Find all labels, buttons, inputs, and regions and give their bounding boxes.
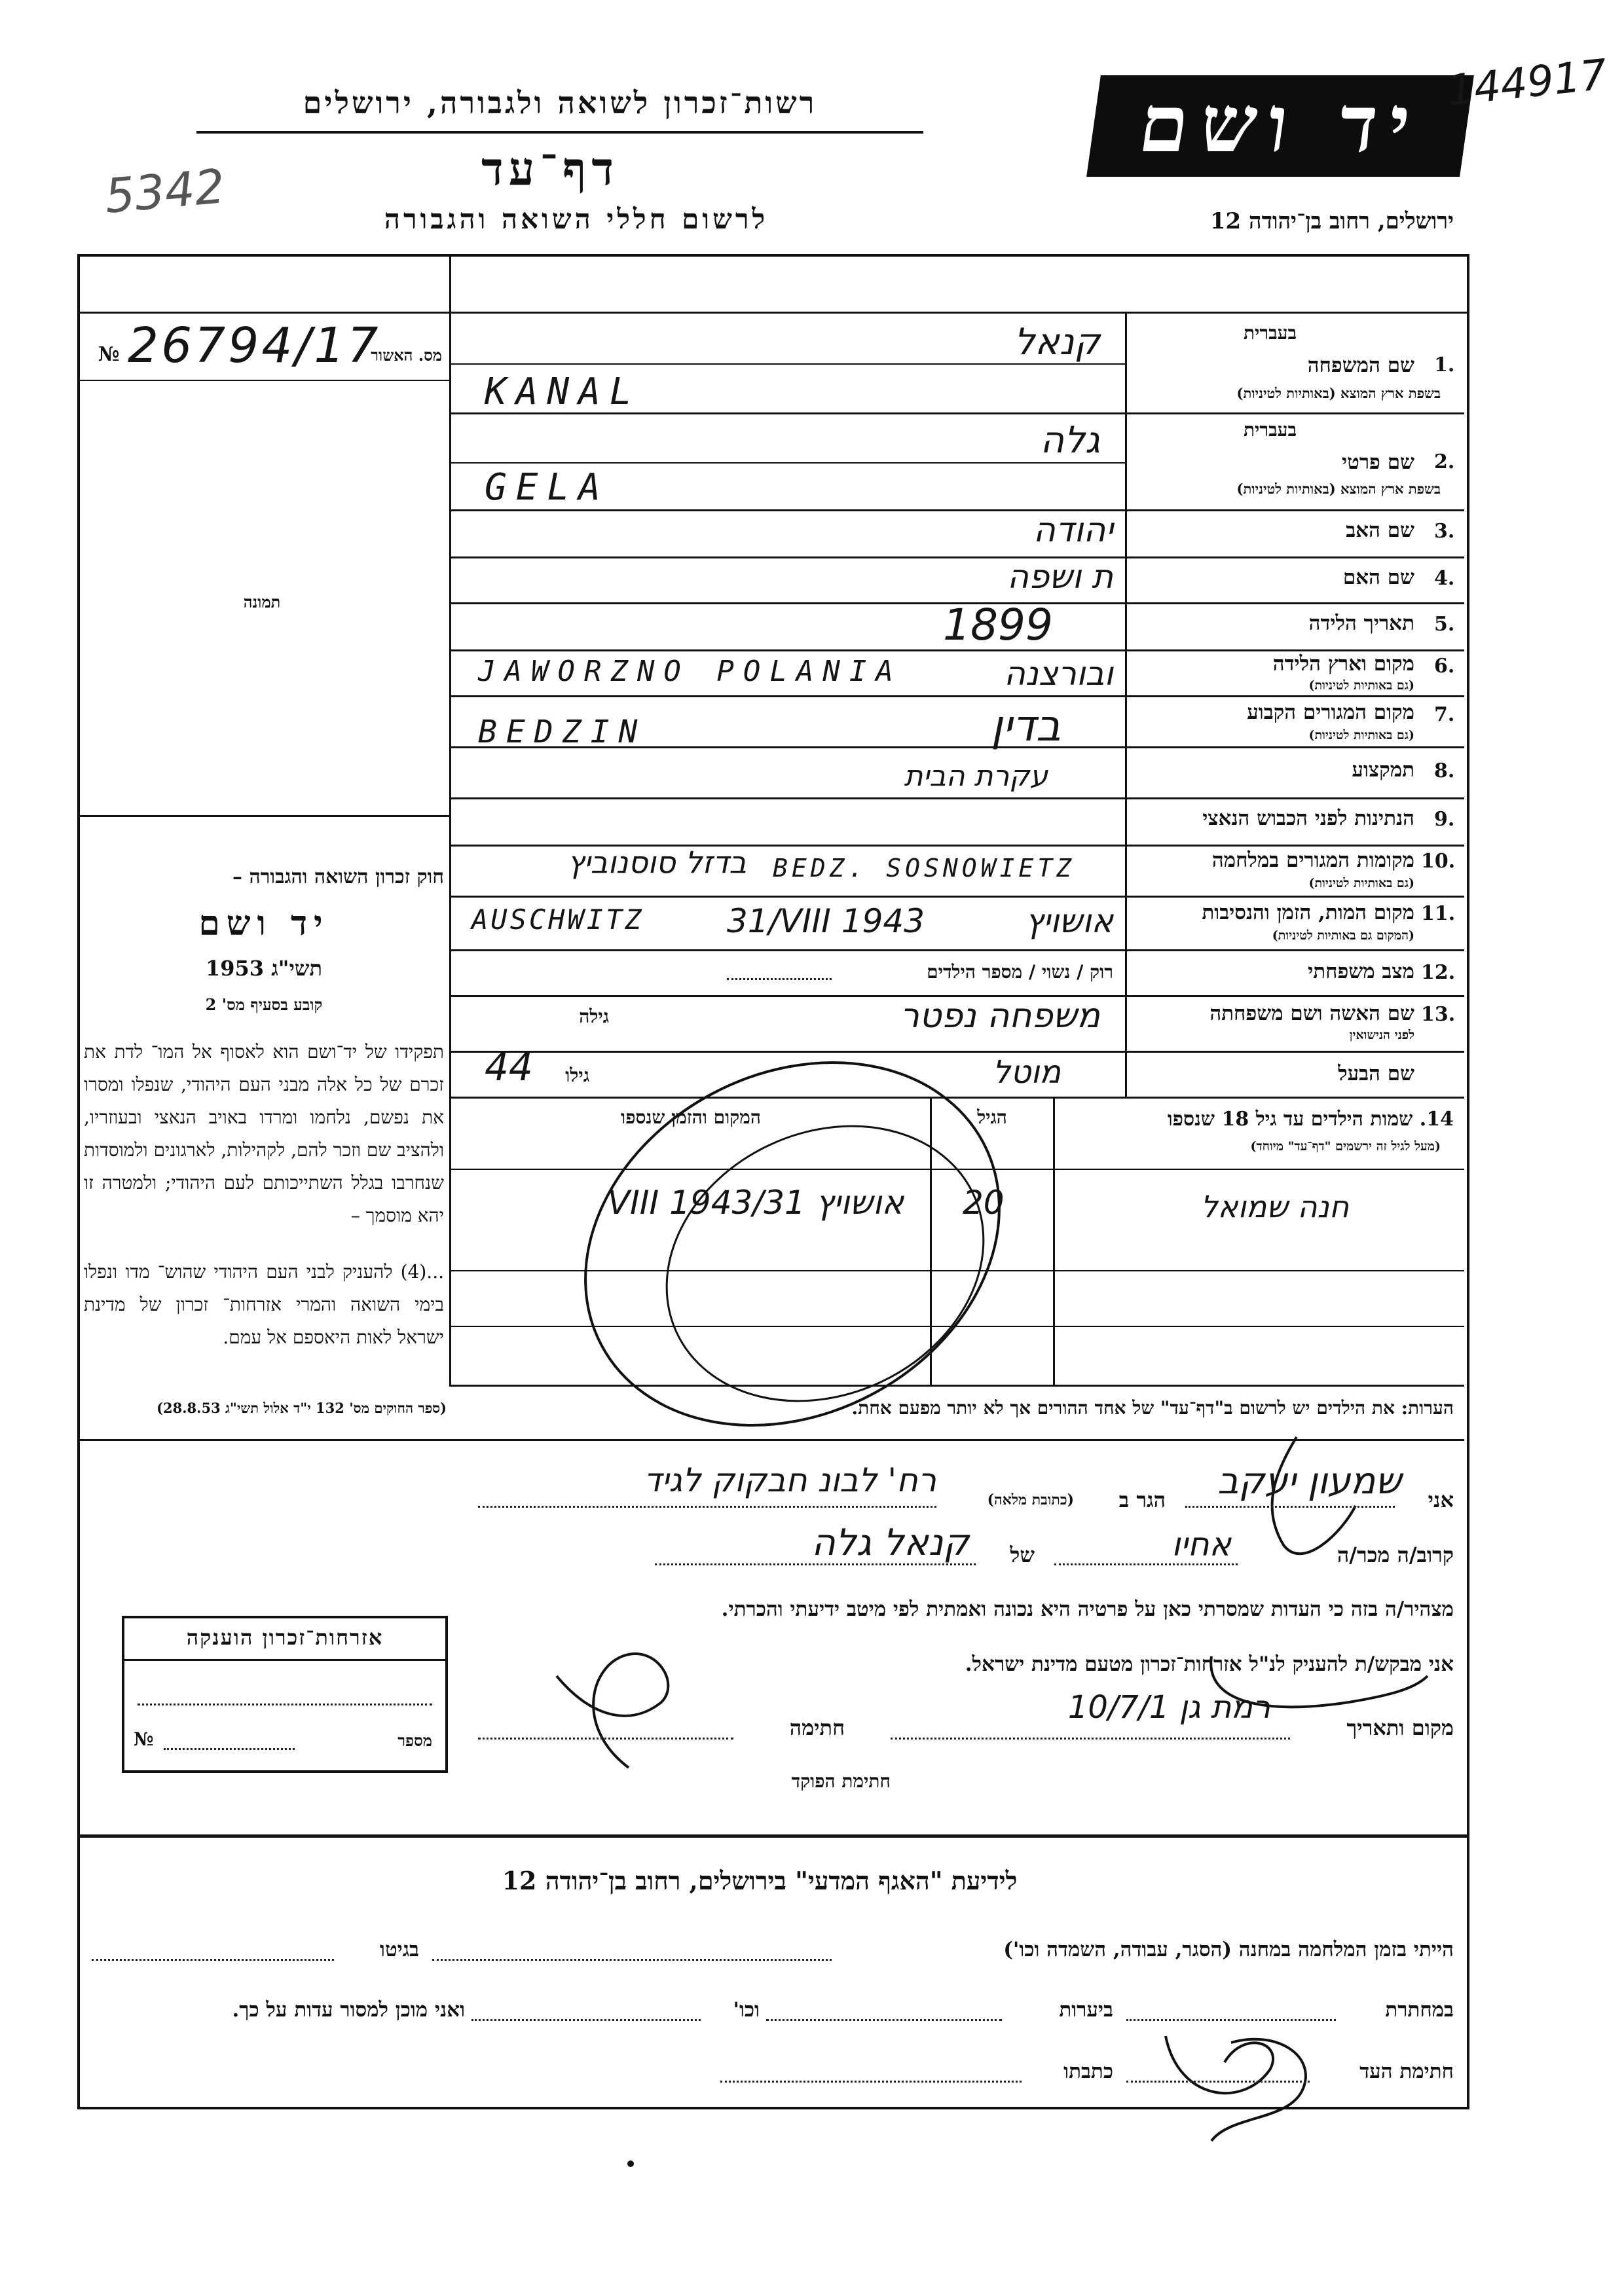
field-husband-age-value[interactable]: 44: [485, 1045, 533, 1089]
field-husband-age-label: גילו: [565, 1065, 589, 1086]
law-clause: קובע בסעיף מס' 2: [205, 995, 323, 1014]
info-address-label: כתבתו: [1063, 2060, 1113, 2083]
child-1-place[interactable]: אושויץ 31/VIII 1943: [607, 1184, 904, 1222]
citizenship-box-title: אזרחות־זכרון הוענקה: [186, 1625, 384, 1650]
field-1-label: שם המשפחה: [1307, 354, 1414, 377]
field-1-sub: בשפת ארץ המוצא (באותיות לטיניות): [1236, 385, 1441, 401]
declarant-name[interactable]: שמעון יעקב: [1217, 1460, 1401, 1503]
declaration-request: אני מבקש/ת להעניק לנ"ל אזרחות־זכרון מטעם מדינת ישראל.: [965, 1652, 1454, 1676]
officer-signature-label: חתימת הפוקד: [791, 1770, 891, 1792]
info-willing-text: ואני מוכן למסור עדות על כך.: [232, 1998, 465, 2022]
field-1-hebrew-tag: בעברית: [1243, 322, 1297, 344]
field-9-label: הנתינות לפני הכבוש הנאצי: [1202, 807, 1414, 830]
field-11-hebrew-value[interactable]: אושויץ: [1025, 902, 1113, 940]
ellipse-pen-mark-shape: [522, 993, 1063, 1496]
field-1-number: 1.: [1434, 354, 1455, 376]
form-title: דף־עד: [481, 141, 619, 196]
field-7-number: 7.: [1434, 703, 1455, 726]
info-etc-label: וכו': [733, 1998, 760, 2022]
field-1-latin-value[interactable]: KANAL: [485, 371, 641, 413]
declarant-address[interactable]: רח' לבונ חבקוק לגיד: [644, 1461, 936, 1499]
field-6-sub: (גם באותיות לטיניות): [1308, 678, 1414, 693]
declaration-lives-in: הגר ב: [1118, 1487, 1166, 1512]
info-title: לידיעת "האגף המדעי" בירושלים, רחוב בן־יהודה 12: [502, 1866, 1018, 1895]
field-6-label: מקום וארץ הלידה: [1272, 652, 1414, 676]
field-11-sub: (המקום גם באותיות לטיניות): [1272, 928, 1414, 943]
field-11-place-value[interactable]: AUSCHWITZ: [471, 903, 644, 936]
field-4-value[interactable]: ת ושפה: [1007, 558, 1113, 596]
declaration-relation-label: קרוב/ה מכר/ה: [1337, 1542, 1454, 1567]
photo-label: תמונה: [243, 592, 281, 611]
handwritten-file-number: 5342: [102, 158, 227, 224]
children-col-age: הגיל: [977, 1106, 1007, 1128]
field-9-number: 9.: [1434, 808, 1455, 831]
field-8-label: תמקצוע: [1352, 758, 1414, 782]
field-13-label: שם האשה ושם משפחתה: [1209, 1002, 1414, 1025]
field-5-value[interactable]: 1899: [943, 600, 1053, 650]
declaration-of-label: של: [1010, 1542, 1035, 1567]
children-sub: (מעל לגיל זה ירשמים "דף־עד" מיוחד): [1250, 1139, 1441, 1154]
field-7-hebrew-value[interactable]: בדין: [991, 701, 1061, 751]
info-camp-line: הייתי בזמן המלחמה במחנה (הסגר, עבודה, השמדה וכו'): [1003, 1938, 1454, 1961]
field-3-number: 3.: [1434, 520, 1455, 543]
field-2-hebrew-tag: בעברית: [1243, 419, 1297, 441]
child-1-age[interactable]: 20: [963, 1184, 1005, 1222]
field-3-label: שם האב: [1346, 519, 1414, 542]
field-4-number: 4.: [1434, 567, 1455, 590]
field-12-options: רוק / נשוי / מספר הילדים: [927, 961, 1113, 983]
approval-number: 26794/17: [128, 318, 381, 374]
remark-text: הערות: את הילדים יש לרשום ב"דף־עד" של אחד ההורים אך לא יותר מפעם אחת.: [851, 1397, 1454, 1419]
info-underground-label: במחתרת: [1385, 1998, 1454, 2022]
children-label: 14. שמות הילדים עד גיל 18 שנספו: [1167, 1108, 1454, 1131]
field-8-value[interactable]: עקרת הבית: [904, 759, 1048, 793]
header-address: ירושלים, רחוב בן־יהודה 12: [1209, 208, 1454, 234]
field-2-hebrew-value[interactable]: גלה: [1040, 419, 1100, 462]
info-forests-label: ביערות: [1059, 1998, 1113, 2022]
law-body-2: ...(4) להעניק לבני העם היהודי שהוש־ מדו ונפלו בימי השואה והמרי אזרחות־ זכרון של מדינת ישראל לאות היאספם אל עמם.: [84, 1261, 444, 1348]
field-13-number: 13.: [1421, 1003, 1456, 1026]
child-1-name[interactable]: חנה שמואל: [1200, 1189, 1349, 1224]
field-13-sub: לפני הנישואין: [1349, 1028, 1414, 1042]
field-12-number: 12.: [1421, 961, 1456, 984]
law-name: יד ושם: [198, 903, 329, 943]
signature-scribble-4: [1166, 2036, 1273, 2093]
field-6-latin-value[interactable]: JAWORZNO POLANIA: [478, 655, 902, 688]
approval-label: מס. האשור: [371, 346, 442, 365]
law-year: תשי"ג 1953: [206, 956, 322, 981]
field-4-label: שם האם: [1342, 566, 1414, 589]
field-6-hebrew-value[interactable]: ובורצנה: [1004, 655, 1113, 693]
form-subtitle: לרשום חללי השואה והגבורה: [384, 203, 769, 235]
declaration-victim-name[interactable]: קנאל גלה: [811, 1522, 969, 1564]
declaration-i-label: אני: [1428, 1487, 1454, 1512]
stray-dot: [627, 2160, 634, 2167]
field-2-sub: בשפת ארץ המוצא (באותיות לטיניות): [1236, 481, 1441, 497]
logo-text: יד ושם: [1133, 78, 1428, 170]
field-10-hebrew-value[interactable]: בדזל סוסנוביץ: [567, 845, 747, 880]
approval-no-mark: №: [98, 343, 120, 366]
field-10-number: 10.: [1421, 850, 1456, 873]
field-13-value[interactable]: משפחה נפטר: [900, 996, 1100, 1036]
info-ghetto-label: בגיטו: [380, 1938, 419, 1961]
field-11-number: 11.: [1421, 902, 1456, 925]
authority-name: רשות־זכרון לשואה ולגבורה, ירושלים: [303, 85, 817, 120]
citizenship-box-number-label: מספר: [397, 1731, 432, 1750]
field-2-label: שם פרטי: [1341, 450, 1414, 474]
field-6-number: 6.: [1434, 655, 1455, 678]
field-3-value[interactable]: יהודה: [1033, 511, 1113, 550]
field-10-label: מקומות המגורים במלחמה: [1211, 848, 1414, 872]
field-2-latin-value[interactable]: GELA: [485, 466, 610, 509]
declaration-statement: מצהיר/ה בזה כי העדות שמסרתי כאן על פרטיה היא נכונה ואמתית לפי מיטב ידיעתי והכרתי.: [721, 1597, 1454, 1621]
declarant-relation[interactable]: אחיו: [1172, 1525, 1231, 1563]
law-source: (ספר החוקים מס' 132 י"ד אלול תשי"ג 28.8.53): [157, 1400, 447, 1416]
citizenship-box-no-mark: №: [134, 1728, 154, 1750]
field-5-label: תאריך הלידה: [1308, 611, 1414, 635]
citizenship-box: [122, 1616, 448, 1773]
field-12-label: מצב משפחתי: [1308, 960, 1414, 983]
declaration-full-address-hint: (כתובת מלאה): [987, 1491, 1074, 1508]
field-10-latin-value[interactable]: BEDZ. SOSNOWIETZ: [773, 854, 1076, 883]
place-date-value[interactable]: רמת גן 10/7/1: [1067, 1689, 1270, 1726]
field-husband-value[interactable]: מוטל: [992, 1054, 1061, 1091]
field-11-label: מקום המות, הזמן והנסיבות: [1202, 901, 1414, 924]
field-13-age-label: גילה: [579, 1006, 609, 1027]
signature-scribble-5: [1211, 2039, 1306, 2141]
field-7-sub: (גם באותיות לטיניות): [1308, 728, 1414, 742]
law-body-1: תפקידו של יד־ושם הוא לאסוף אל המו־ לדת את זכרם של כל אלה מבני העם היהודי, שנפלו ומסרו את נפשם, נלחמו ומרדו באויב הנאצי ובעוזריו, ולהציב שם וזכר להם, לקהילות, לארגונים ולמוסדות שנחרבו בגלל השתייכותם לעם היהודי; ולמטרה זו יהא מוסמך –: [84, 1041, 444, 1226]
signature-label: חתימה: [789, 1715, 845, 1740]
place-date-label: מקום ותאריך: [1346, 1715, 1454, 1740]
field-1-hebrew-value[interactable]: קנאל: [1014, 321, 1100, 363]
field-2-number: 2.: [1434, 450, 1455, 473]
field-10-sub: (גם באותיות לטיניות): [1308, 876, 1414, 890]
field-7-label: מקום המגורים הקבוע: [1247, 701, 1414, 724]
field-11-date-value[interactable]: 31/VIII 1943: [727, 902, 925, 940]
field-husband-label: שם הבעל: [1338, 1062, 1414, 1085]
children-col-place: המקום והזמן שנספו: [621, 1106, 761, 1128]
field-7-latin-value[interactable]: BEDZIN: [478, 714, 647, 750]
law-title: חוק זכרון השואה והגבורה –: [232, 866, 444, 888]
info-witness-signature-label: חתימת העד: [1359, 2060, 1454, 2083]
handwritten-archive-number: 144917: [1445, 50, 1610, 116]
field-8-number: 8.: [1434, 759, 1455, 782]
ellipse-pen-mark-shape-inner: [621, 1076, 1029, 1451]
field-5-number: 5.: [1434, 613, 1455, 636]
